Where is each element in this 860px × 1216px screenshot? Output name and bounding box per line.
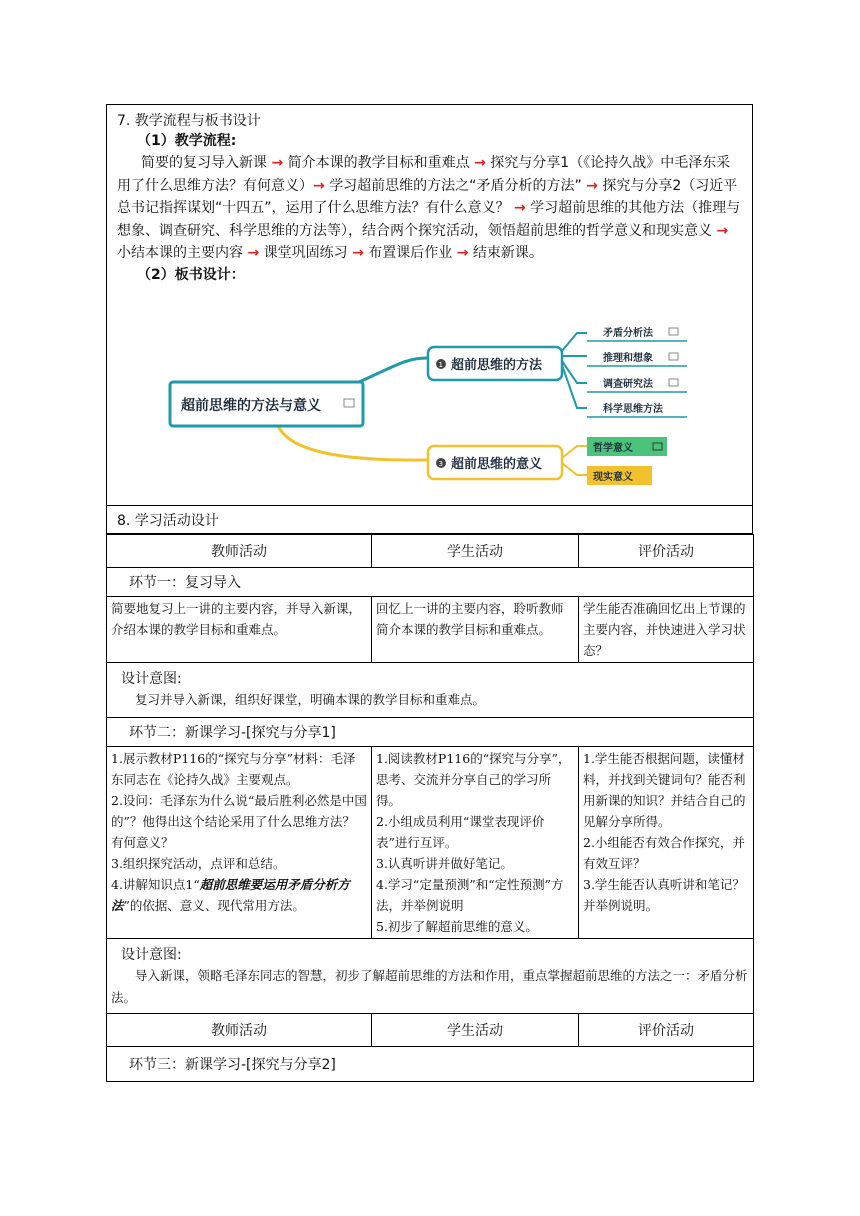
list-item: 5.初步了解超前思维的意义。 (376, 919, 538, 934)
arrow-icon: → (513, 200, 526, 216)
header-eval: 评价活动 (579, 1014, 754, 1047)
arrow-icon: → (474, 155, 486, 171)
board-label: （2）板书设计： (137, 266, 245, 283)
list-item: 2.小组成员利用“课堂表现评价表”进行互评。 (376, 814, 545, 850)
mind-map (167, 303, 707, 507)
flow-step: 简要的复习导入新课 (141, 155, 267, 171)
flow-step: 简介本课的教学目标和重难点 (287, 155, 470, 171)
header-student: 学生活动 (372, 1014, 579, 1047)
section-8-title: 8. 学习活动设计 (106, 506, 753, 534)
stage1-teacher: 简要地复习上一讲的主要内容，并导入新课，介绍本课的教学目标和重难点。 (107, 597, 372, 663)
stage2-intent: 导入新课，领略毛泽东同志的智慧，初步了解超前思维的方法和作用，重点掌握超前思维的方法之一：矛盾分析法。 (111, 968, 748, 1005)
stage2-teacher (107, 747, 372, 939)
connector-item (562, 463, 587, 475)
branch2-label: 超前思维的意义 (451, 457, 543, 472)
list-item: 2.小组能否有效合作探究，并有效互评？ (583, 835, 745, 871)
list-item: 3.组织探究活动，点评和总结。 (111, 856, 286, 871)
intent-row (107, 663, 754, 718)
leaf-philosophy: 哲学意义 (593, 443, 633, 454)
header-student: 学生活动 (372, 535, 579, 568)
arrow-icon: → (716, 222, 729, 239)
stage-row (107, 718, 754, 747)
table-header-row (107, 1014, 754, 1047)
connector-item (562, 333, 587, 351)
note-icon (669, 328, 678, 335)
table-row (107, 747, 754, 939)
connector-item (562, 361, 587, 383)
section-7-title: 7. 教学流程与板书设计 (117, 113, 261, 129)
list-item: 1.学生能否根据问题，读懂材料，并找到关键词句？能否利用新课的知识？并结合自己的见解分享所得。 (583, 751, 746, 829)
stage-row (107, 1047, 754, 1082)
branch1-number: 1 (438, 361, 443, 369)
branch1-label: 超前思维的方法 (451, 358, 543, 373)
flow-step: 课堂巩固练习 (263, 245, 348, 261)
connector-branch2 (277, 423, 427, 460)
intent-label: 设计意图: (121, 947, 182, 963)
activity-table (106, 534, 754, 1082)
flow-step: 布置课后作业 (368, 245, 453, 261)
intent-label: 设计意图: (121, 671, 182, 687)
leaf-reasoning: 推理和想象 (603, 353, 653, 364)
list-item: 3.学生能否认真听讲和笔记？并举例说明。 (583, 877, 745, 913)
header-teacher: 教师活动 (107, 1014, 372, 1047)
teacher4-prefix: 4.讲解知识点1“ (111, 877, 200, 892)
flow-step: 学习超前思维的其他方法（推理与想象、调查研究、科学思维的方法等），结合两个探究活动，领悟超前思维的哲学意义和现实意义 (117, 200, 741, 239)
connector-branch1 (357, 358, 427, 383)
stage1-student: 回忆上一讲的主要内容，聆听教师简介本课的教学目标和重难点。 (372, 597, 579, 663)
flow-step: 小结本课的主要内容 (117, 245, 243, 261)
flow-step: 探究与分享2（习近平总书记指挥谋划“十四五”，运用了什么思维方法？有什么意义？ (117, 177, 738, 216)
teaching-flow (117, 152, 742, 265)
arrow-icon: → (313, 177, 325, 194)
intent-row (107, 939, 754, 1014)
header-teacher: 教师活动 (107, 535, 372, 568)
flow-label: （1）教学流程: (137, 133, 237, 149)
arrow-icon: → (352, 245, 364, 261)
stage1-intent: 复习并导入新课，组织好课堂，明确本课的教学目标和重难点。 (135, 692, 486, 707)
stage1-title: 环节一：复习导入 (107, 568, 754, 597)
header-eval: 评价活动 (579, 535, 754, 568)
teacher4-suffix: ”的依据、意义、现代常用方法。 (123, 898, 305, 913)
stage2-eval (579, 747, 754, 939)
note-icon (669, 353, 678, 360)
flow-step: 探究与分享1（《论持久战》中毛泽东采用了什么思维方法？有何意义） (117, 155, 731, 194)
stage3-title: 环节三：新课学习-[探究与分享2] (107, 1047, 754, 1082)
connector-item (562, 446, 587, 458)
table-header-row (107, 535, 754, 568)
list-item (111, 874, 367, 916)
mindmap-root-label: 超前思维的方法与意义 (181, 398, 321, 414)
stage1-eval: 学生能否准确回忆出上节课的主要内容，并快速进入学习状态？ (579, 597, 754, 663)
connector-item (562, 365, 587, 408)
table-row (107, 597, 754, 663)
list-item: 1.展示教材P116的“探究与分享”材料：毛泽东同志在《论持久战》主要观点。 (111, 751, 356, 787)
list-item: 4.学习“定量预测”和“定性预测”方法，并举例说明 (376, 877, 564, 913)
flow-step: 学习超前思维的方法之“矛盾分析的方法” (329, 177, 582, 194)
leaf-survey: 调查研究法 (603, 379, 653, 390)
list-item: 3.认真听讲并做好笔记。 (376, 856, 513, 871)
note-icon (669, 379, 678, 386)
arrow-icon: → (456, 245, 469, 261)
arrow-icon: → (586, 177, 598, 194)
stage2-student (372, 747, 579, 939)
section-7 (106, 104, 753, 506)
leaf-science: 科学思维方法 (603, 404, 663, 415)
arrow-icon: → (247, 245, 260, 261)
list-item: 2.设问：毛泽东为什么说“最后胜利必然是中国的”？他得出这个结论采用了什么思维方法？有何意义？ (111, 793, 367, 850)
flow-step: 结束新课。 (472, 245, 543, 261)
lesson-plan-page (106, 104, 753, 1082)
stage2-title: 环节二：新课学习-[探究与分享1] (107, 718, 754, 747)
leaf-contradiction: 矛盾分析法 (603, 328, 653, 339)
list-item: 1.阅读教材P116的“探究与分享”，思考、交流并分享自己的学习所得。 (376, 751, 571, 808)
teacher4-highlight: 超前思维要运用矛盾分析方法 (111, 877, 350, 913)
branch2-number: 3 (438, 460, 443, 468)
stage-row (107, 568, 754, 597)
arrow-icon: → (271, 155, 284, 171)
leaf-reality: 现实意义 (593, 472, 633, 483)
